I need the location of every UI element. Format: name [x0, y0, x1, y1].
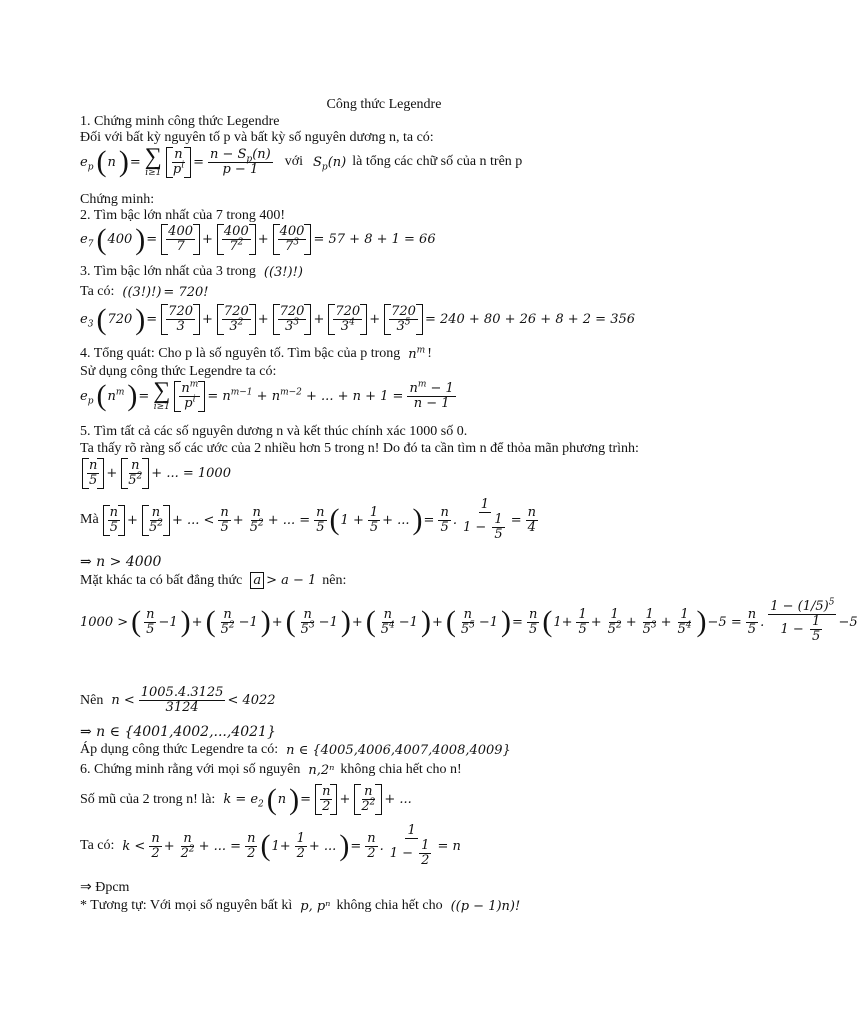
section-4-equation: $e_p$ ( $n^m$ ) = ∑ i≥1 $\frac{n^m}{p^i}$ = $n^{m-1} + n^{m-2}$ + ... + n + 1 = $\frac{n^m - 1}{n - 1}$ — [80, 378, 454, 412]
section-4-tail: ! — [427, 346, 432, 361]
ma-label: Mà — [80, 512, 99, 527]
inequality-tail: nên: — [322, 572, 347, 588]
section-6-heading-row — [80, 762, 464, 778]
section-5-observation: Ta thấy rõ ràng số các ước của 2 nhiều hơn 5 trong n! Do đó ta cần tìm n để thỏa mãn phương trình: — [80, 441, 639, 456]
ta-co-label-2: Ta có: — [80, 838, 115, 853]
section-6-exponent: Số mũ của 2 trong n! là: $k = e_2$ ( n ) = $\frac{n}{2}$ + $\frac{n}{2^2}$ + ... — [80, 782, 412, 816]
footnote: * Tương tự: Với mọi số nguyên bất kì p, pⁿ không chia hết cho ((p − 1)n)! — [80, 898, 521, 914]
proof-label: Chứng minh: — [80, 192, 155, 207]
dpcm: ⇒ Đpcm — [80, 880, 130, 895]
exponent-label: Số mũ của 2 trong n! là: — [80, 791, 216, 807]
section-2-result: = 57 + 8 + 1 = 66 — [313, 232, 436, 247]
section-4-heading-row: 4. Tổng quát: Cho p là số nguyên tố. Tìm bậc của p trong $n^m$ ! — [80, 345, 432, 362]
footnote-math: p, pⁿ — [300, 898, 331, 914]
section-6-heading: 6. Chứng minh rằng với mọi số nguyên — [80, 762, 301, 777]
section-3-equation: $e_3$ ( 720 ) = $\frac{720}{3}$ + $\frac{720}{3^2}$ + $\frac{720}{3^3}$ + $\frac{720}{3^4}$ + $\frac{720}{3^5}$ = 240 + 80 + 26 + 8 + 2 = 356 — [80, 302, 636, 336]
legendre-formula: $e_p$ ( n ) = ∑ i≥1 $\frac{n}{p^i}$ = $\frac{n - S_p(n)}{p - 1}$ với $S_p(n)$ là tổng các chữ số của n trên p — [80, 144, 523, 178]
section-5-apply-row — [80, 742, 513, 758]
section-2-equation: $e_7$ ( 400 ) = $\frac{400}{7}$ + $\frac{400}{7^2}$ + $\frac{400}{7^3}$ = 57 + 8 + 1 = 66 — [80, 222, 436, 256]
section-3-result: = 240 + 80 + 26 + 8 + 2 = 356 — [424, 312, 636, 327]
with-word: với — [284, 154, 304, 169]
ta-co-label: Ta có: — [80, 284, 115, 299]
inequality-body: > a − 1 — [266, 573, 317, 588]
section-3-heading: 3. Tìm bậc lớn nhất của 3 trong — [80, 264, 256, 279]
section-6-inequality: Ta có: k < $\frac{n}{2}$ + $\frac{n}{2^2}$ + ... = $\frac{n}{2}$ ( 1+ $\frac{1}{2}$ + ... ) = $\frac{n}{2}$ . 1 1 − $\frac{1}{2}$ = n — [80, 823, 461, 868]
section-5-heading: 5. Tìm tất cả các số nguyên dương n và kết thúc chính xác 1000 số 0. — [80, 424, 468, 439]
section-5-equation-2: Mà $\frac{n}{5}$ + $\frac{n}{5^2}$ + ... < $\frac{n}{5}$ + $\frac{n}{5^2}$ + ... = $\frac{n}{5}$ ( 1 + $\frac{1}{5}$ + ... ) = $\frac{n}{5}$ . 1 1 − $\frac{1}{5}$ = $\frac{n}{4}$ — [80, 497, 536, 542]
section-6-math: n,2ⁿ — [308, 762, 335, 778]
section-4-using: Sử dụng công thức Legendre ta có: — [80, 364, 277, 379]
footnote-intro: * Tương tự: Với mọi số nguyên bất kì — [80, 898, 293, 913]
apply-legendre: Áp dụng công thức Legendre ta có: — [80, 742, 279, 757]
section-3-fact-row: Ta có: ((3!)!) = 720! — [80, 284, 209, 300]
section-2-heading: 2. Tìm bậc lớn nhất của 7 trong 400! — [80, 208, 286, 223]
section-5-bound: Nên n < $\frac{1005.4.3125}{3124}$ < 4022 — [80, 685, 276, 715]
page-title: Công thức Legendre — [326, 97, 442, 112]
section-4-heading: 4. Tổng quát: Cho p là số nguyên tố. Tìm bậc của p trong — [80, 346, 401, 361]
section-5-candidate-set: ⇒ n ∈ {4001,4002,...,4021} — [80, 724, 276, 740]
section-1-statement: Đối với bất kỳ nguyên tố p và bất kỳ số nguyên dương n, ta có: — [80, 130, 434, 145]
section-5-eq1-tail: + ... = 1000 — [151, 466, 231, 481]
inequality-intro: Mặt khác ta có bất đẳng thức — [80, 572, 243, 588]
section-1-heading: 1. Chứng minh công thức Legendre — [80, 114, 280, 129]
section-6-tail: không chia hết cho n! — [340, 762, 462, 777]
section-5-big-inequality: 1000 > ( $\frac{n}{5}$ −1 ) + ( $\frac{n}{5^2}$ −1 ) + ( $\frac{n}{5^3}$ −1 ) + ( $\frac{n}{5^4}$ −1 ) + ( $\frac{n}{5^5}$ −1 ) = $\frac{n}{5}$ ( 1+ $\frac{1}{5}$ + $\frac{1}{5^2}$ + $\frac{1}{5^3}$ + $\frac{1}{5^4}$ ) −5 = $\frac{n}{5}$ . $1 - (1/5)^5$ 1 − $\frac{1}{5}$ −5 — [80, 597, 858, 644]
answer-set: n ∈ {4005,4006,4007,4008,4009} — [286, 742, 511, 758]
nen-label: Nên — [80, 692, 104, 708]
section-3-heading-row: 3. Tìm bậc lớn nhất của 3 trong ((3!)!) — [80, 264, 303, 280]
footnote-tail: không chia hết cho — [336, 898, 443, 913]
section-5-equation-1: $\frac{n}{5}$ + $\frac{n}{5^2}$ + ... = 1000 — [80, 458, 233, 489]
section-5-inequality-row: Mặt khác ta có bất đẳng thức a > a − 1 nên: — [80, 572, 347, 588]
section-5-implication: ⇒ n > 4000 — [80, 554, 162, 570]
section-3-fact: = 720! — [163, 284, 209, 300]
digit-sum-note: là tổng các chữ số của n trên p — [352, 154, 523, 169]
